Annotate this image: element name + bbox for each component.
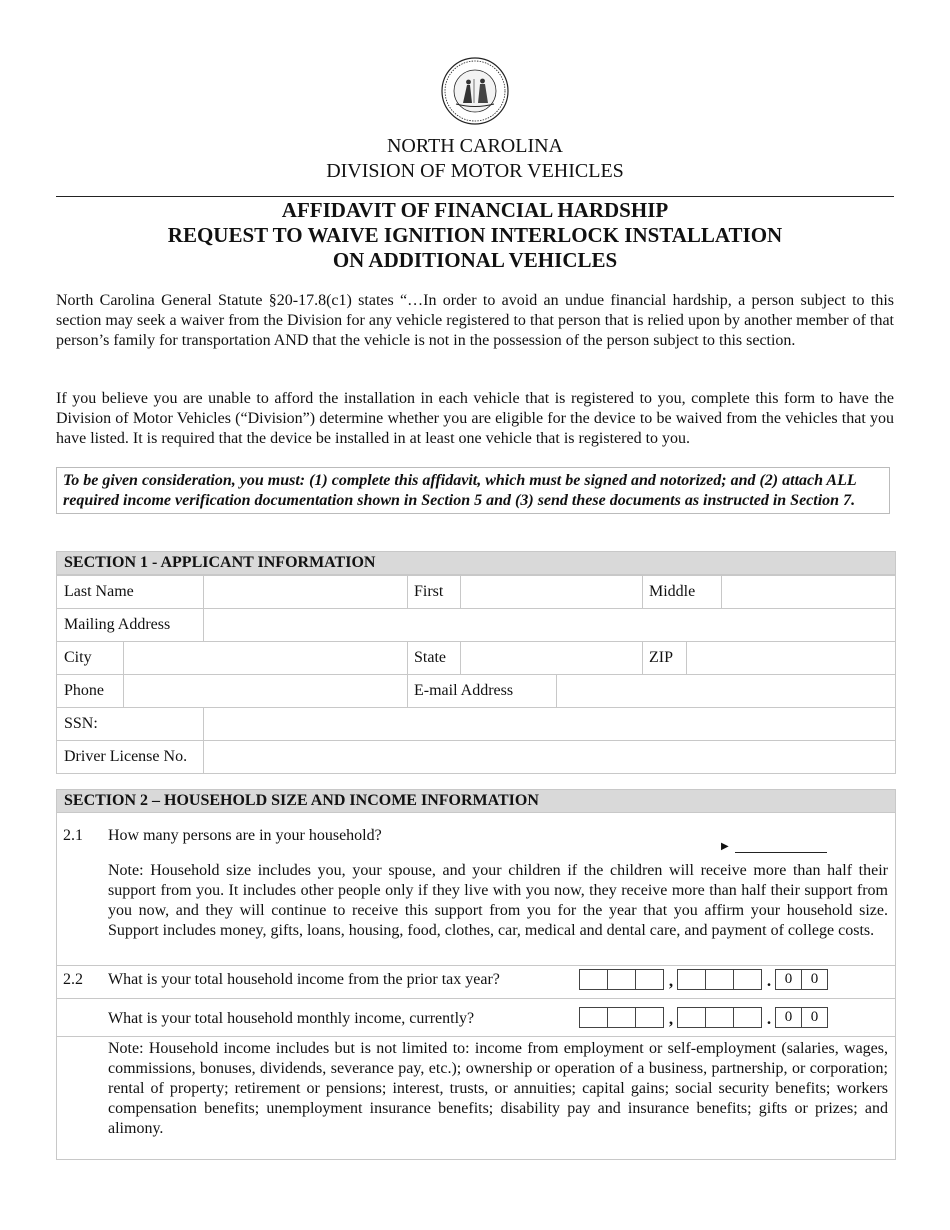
middle-name-label: Middle [649,583,696,600]
annual-income-input[interactable] [580,969,828,990]
decimal-point: . [766,1009,772,1028]
license-field[interactable] [203,741,895,773]
cents-digit: 0 [801,969,828,990]
last-name-label: Last Name [64,583,134,600]
license-row [57,740,895,773]
thousands-separator: , [668,1009,674,1028]
question-2-2-number: 2.2 [63,971,83,988]
agency-name: DIVISION OF MOTOR VEHICLES [326,160,624,182]
city-row [57,641,895,674]
name-row [57,575,895,608]
form-subtitle: REQUEST TO WAIVE IGNITION INTERLOCK INSTALLATION [167,223,783,247]
household-income-note: Note: Household income includes but is not limited to: income from employment or self-employment (salaries, wages, commissions, bonuses, dividends, severance pay, etc.); ownership or operation of a business, partnership, or corporation; rental of property; retirement or pensions; interest, trusts, or annuities; capital gains; social security benefits; workers compensation benefits; unemployment insurance benefits; disability pay and insurance benefits; gifts or prizes; and alimony. [108,1040,888,1137]
mailing-address-field[interactable] [203,609,895,641]
consideration-notice: To be given consideration, you must: (1) complete this affidavit, which must be signed and notorized; and (2) attach ALL required income verification documentation shown in Section 5 and (3) send these documents as instructed in Section 7. [56,467,890,514]
household-size-field[interactable] [735,836,827,853]
last-name-field[interactable] [203,576,407,608]
instructions-paragraph: If you believe you are unable to afford the installation in each vehicle that is registered to you, complete this form to have the Division of Motor Vehicles (“Division”) determine whether you are eligible for the device to be waived from the vehicles that you have listed. It is required that the device be installed in at least one vehicle that is registered to you. [56,390,894,447]
section-1-heading: SECTION 1 - APPLICANT INFORMATION [57,552,895,575]
first-name-field[interactable] [460,576,642,608]
phone-row [57,674,895,707]
ssn-row [57,707,895,740]
question-monthly-income-text: What is your total household monthly income, currently? [108,1010,475,1027]
city-field[interactable] [123,642,407,674]
arrow-right-icon: ▶ [721,841,729,852]
thousands-separator: , [668,971,674,990]
cents-digit: 0 [775,1007,802,1028]
form-title: AFFIDAVIT OF FINANCIAL HARDSHIP [281,198,669,222]
header-divider [56,196,894,197]
ssn-field[interactable] [203,708,895,740]
zip-label: ZIP [649,649,673,666]
state-field[interactable] [460,642,642,674]
monthly-income-input[interactable] [580,1007,828,1028]
state-name: NORTH CAROLINA [386,135,563,157]
question-2-2-text: What is your total household income from the prior tax year? [108,971,500,988]
household-size-note: Note: Household size includes you, your spouse, and your children if the children will receive more than half their support from you. It includes other people only if they live with you now, they receive more than half their support from you now, and they will continue to receive this support from you for the year that you affirm your household size. Support includes money, gifts, loans, housing, food, clothes, car, medical and dental care, and payment of college costs. [108,862,888,939]
cents-digit: 0 [801,1007,828,1028]
email-label: E-mail Address [414,682,514,699]
first-name-label: First [414,583,444,600]
form-subtitle-2: ON ADDITIONAL VEHICLES [332,248,618,272]
middle-name-field[interactable] [721,576,895,608]
section-2-household-income [56,789,896,1160]
phone-label: Phone [64,682,104,699]
city-label: City [64,649,92,666]
statute-paragraph: North Carolina General Statute §20-17.8(c1) states “…In order to avoid an undue financial hardship, a person subject to this section may seek a waiver from the Division for any vehicle registered to that person that is relied upon by another member of that person’s family for transportation AND that the vehicle is not in the possession of the person subject to this section. [56,292,894,349]
address-row [57,608,895,641]
phone-field[interactable] [123,675,407,707]
zip-field[interactable] [686,642,895,674]
license-label: Driver License No. [64,748,188,765]
question-2-1-text: How many persons are in your household? [108,827,382,844]
question-2-1-number: 2.1 [63,827,83,844]
email-field[interactable] [556,675,895,707]
ssn-label: SSN: [64,715,98,732]
mailing-address-label: Mailing Address [64,616,171,633]
cents-digit: 0 [775,969,802,990]
section-1-applicant-info [56,551,896,774]
state-seal-icon [441,57,509,125]
state-label: State [414,649,446,666]
section-2-heading: SECTION 2 – HOUSEHOLD SIZE AND INCOME INFORMATION [57,790,895,813]
decimal-point: . [766,971,772,990]
